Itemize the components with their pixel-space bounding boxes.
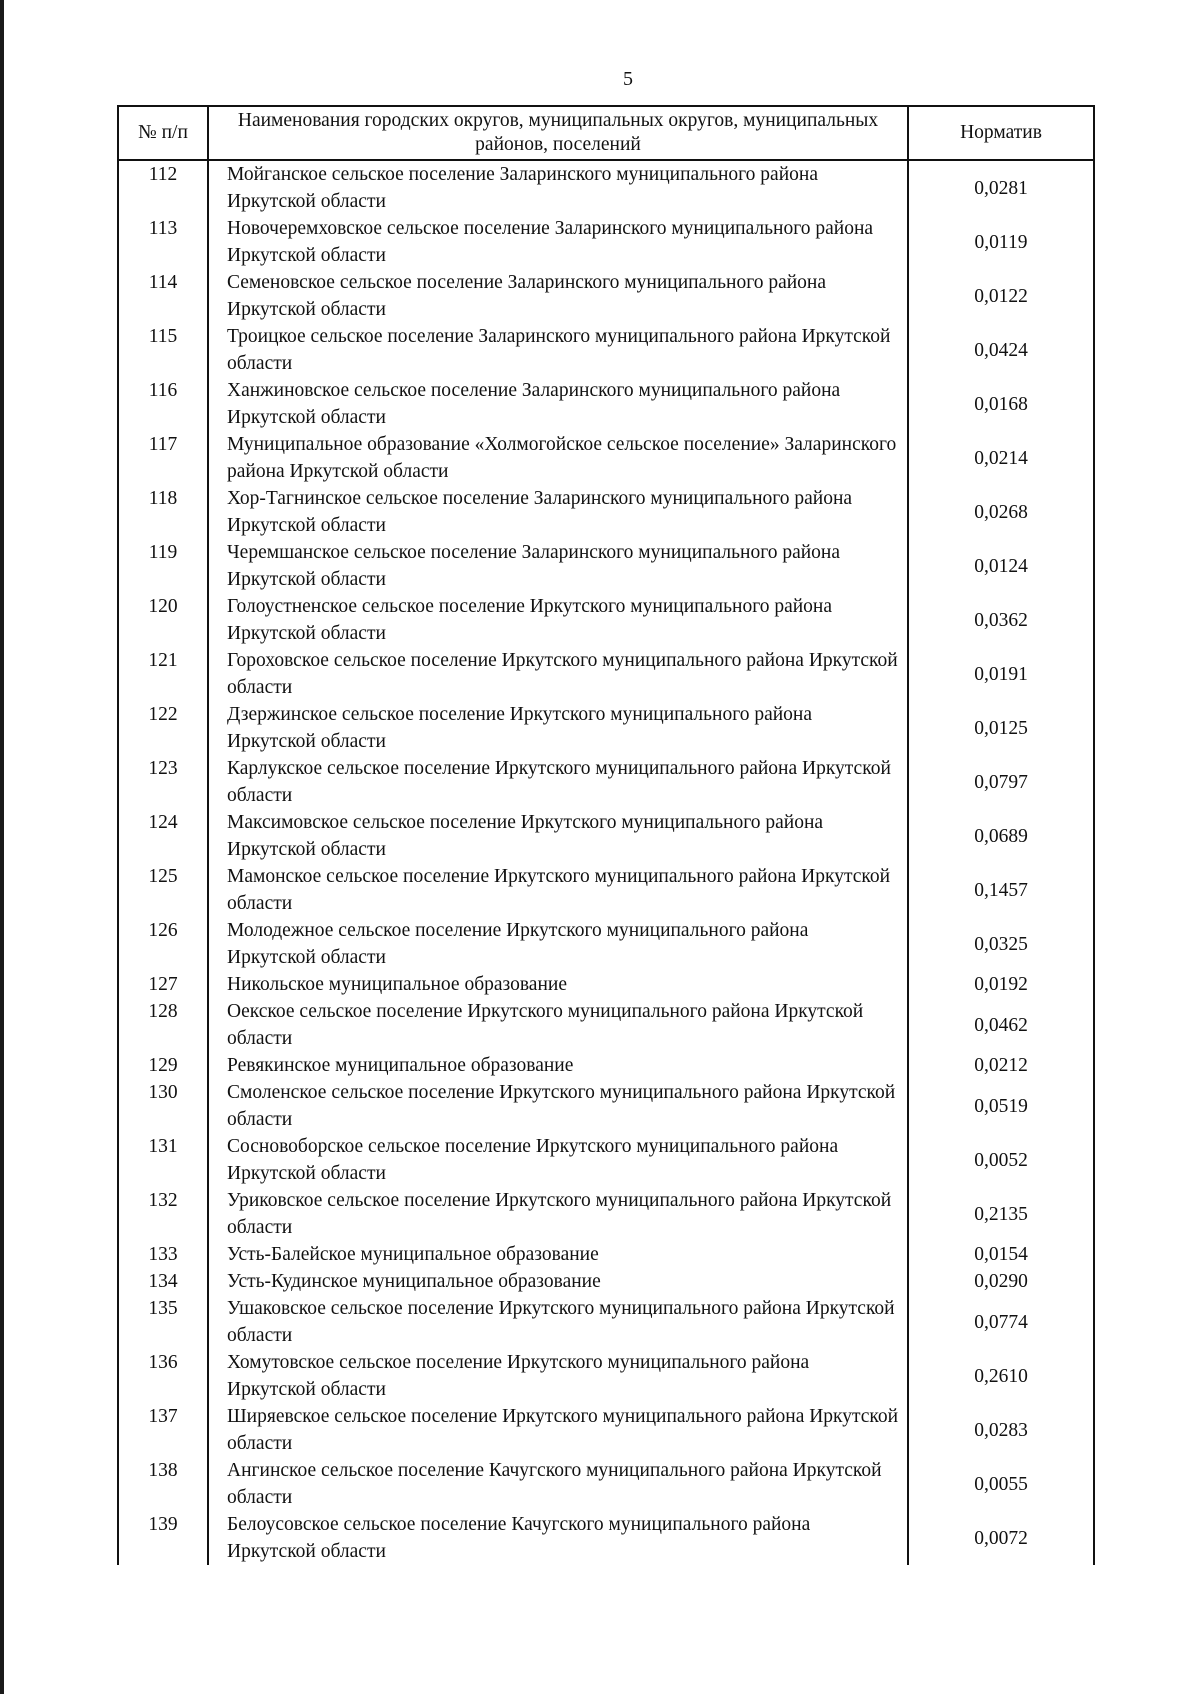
table-body xyxy=(118,160,1094,1565)
row-norm: 0,0072 xyxy=(908,1511,1094,1565)
row-number: 119 xyxy=(118,539,208,593)
table-row xyxy=(118,1511,1094,1565)
table-row xyxy=(118,485,1094,539)
table-row xyxy=(118,1349,1094,1403)
row-name: Мойганское сельское поселение Заларинского муниципального района Иркутской области xyxy=(208,160,908,215)
row-norm: 0,0124 xyxy=(908,539,1094,593)
table-row xyxy=(118,431,1094,485)
table-row xyxy=(118,998,1094,1052)
row-norm: 0,0797 xyxy=(908,755,1094,809)
row-name: Усть-Балейское муниципальное образование xyxy=(208,1241,908,1268)
row-norm: 0,0281 xyxy=(908,160,1094,215)
page-number: 5 xyxy=(623,68,633,90)
row-number: 139 xyxy=(118,1511,208,1565)
table-row xyxy=(118,593,1094,647)
row-name: Дзержинское сельское поселение Иркутского муниципального района Иркутской области xyxy=(208,701,908,755)
row-number: 137 xyxy=(118,1403,208,1457)
row-norm: 0,0191 xyxy=(908,647,1094,701)
row-name: Ревякинское муниципальное образование xyxy=(208,1052,908,1079)
header-number: № п/п xyxy=(118,106,208,160)
row-number: 138 xyxy=(118,1457,208,1511)
row-norm: 0,0119 xyxy=(908,215,1094,269)
table-row xyxy=(118,1457,1094,1511)
row-norm: 0,0325 xyxy=(908,917,1094,971)
row-number: 126 xyxy=(118,917,208,971)
table-row xyxy=(118,269,1094,323)
table-row xyxy=(118,1403,1094,1457)
table-row xyxy=(118,1268,1094,1295)
row-number: 135 xyxy=(118,1295,208,1349)
row-name: Новочеремховское сельское поселение Заларинского муниципального района Иркутской области xyxy=(208,215,908,269)
row-name: Ханжиновское сельское поселение Заларинского муниципального района Иркутской области xyxy=(208,377,908,431)
table-row xyxy=(118,323,1094,377)
row-name: Оекское сельское поселение Иркутского муниципального района Иркутской области xyxy=(208,998,908,1052)
row-name: Хомутовское сельское поселение Иркутского муниципального района Иркутской области xyxy=(208,1349,908,1403)
row-name: Ушаковское сельское поселение Иркутского муниципального района Иркутской области xyxy=(208,1295,908,1349)
row-number: 127 xyxy=(118,971,208,998)
row-number: 124 xyxy=(118,809,208,863)
row-number: 113 xyxy=(118,215,208,269)
norms-table xyxy=(117,105,1095,1565)
row-name: Черемшанское сельское поселение Заларинского муниципального района Иркутской области xyxy=(208,539,908,593)
row-number: 120 xyxy=(118,593,208,647)
row-norm: 0,0519 xyxy=(908,1079,1094,1133)
row-name: Голоустненское сельское поселение Иркутского муниципального района Иркутской области xyxy=(208,593,908,647)
row-name: Смоленское сельское поселение Иркутского муниципального района Иркутской области xyxy=(208,1079,908,1133)
row-name: Сосновоборское сельское поселение Иркутского муниципального района Иркутской области xyxy=(208,1133,908,1187)
table-row xyxy=(118,971,1094,998)
row-number: 114 xyxy=(118,269,208,323)
row-name: Максимовское сельское поселение Иркутского муниципального района Иркутской области xyxy=(208,809,908,863)
table-row xyxy=(118,1052,1094,1079)
row-name: Мамонское сельское поселение Иркутского муниципального района Иркутской области xyxy=(208,863,908,917)
row-norm: 0,0055 xyxy=(908,1457,1094,1511)
table-row xyxy=(118,647,1094,701)
row-norm: 0,0290 xyxy=(908,1268,1094,1295)
row-number: 118 xyxy=(118,485,208,539)
row-norm: 0,0283 xyxy=(908,1403,1094,1457)
row-norm: 0,0774 xyxy=(908,1295,1094,1349)
row-norm: 0,0168 xyxy=(908,377,1094,431)
row-number: 134 xyxy=(118,1268,208,1295)
table-row xyxy=(118,1241,1094,1268)
row-norm: 0,0214 xyxy=(908,431,1094,485)
row-number: 129 xyxy=(118,1052,208,1079)
row-norm: 0,2135 xyxy=(908,1187,1094,1241)
row-name: Семеновское сельское поселение Заларинского муниципального района Иркутской области xyxy=(208,269,908,323)
table-row xyxy=(118,215,1094,269)
header-name: Наименования городских округов, муниципальных округов, муниципальных районов, поселений xyxy=(208,106,908,160)
row-norm: 0,0154 xyxy=(908,1241,1094,1268)
row-norm: 0,0424 xyxy=(908,323,1094,377)
row-number: 132 xyxy=(118,1187,208,1241)
scan-edge xyxy=(0,0,4,1694)
table-row xyxy=(118,863,1094,917)
row-number: 115 xyxy=(118,323,208,377)
table-row xyxy=(118,1133,1094,1187)
row-number: 128 xyxy=(118,998,208,1052)
row-name: Гороховское сельское поселение Иркутского муниципального района Иркутской области xyxy=(208,647,908,701)
row-number: 116 xyxy=(118,377,208,431)
row-name: Никольское муниципальное образование xyxy=(208,971,908,998)
row-norm: 0,0192 xyxy=(908,971,1094,998)
row-name: Троицкое сельское поселение Заларинского муниципального района Иркутской области xyxy=(208,323,908,377)
table-row xyxy=(118,1079,1094,1133)
row-norm: 0,1457 xyxy=(908,863,1094,917)
table-row xyxy=(118,539,1094,593)
row-number: 131 xyxy=(118,1133,208,1187)
row-norm: 0,2610 xyxy=(908,1349,1094,1403)
table-row xyxy=(118,1187,1094,1241)
table-row xyxy=(118,377,1094,431)
table-row xyxy=(118,160,1094,215)
table-row xyxy=(118,1295,1094,1349)
row-norm: 0,0268 xyxy=(908,485,1094,539)
row-number: 112 xyxy=(118,160,208,215)
row-norm: 0,0689 xyxy=(908,809,1094,863)
row-norm: 0,0362 xyxy=(908,593,1094,647)
row-name: Белоусовское сельское поселение Качугского муниципального района Иркутской области xyxy=(208,1511,908,1565)
header-norm: Норматив xyxy=(908,106,1094,160)
row-name: Хор-Тагнинское сельское поселение Заларинского муниципального района Иркутской области xyxy=(208,485,908,539)
row-number: 133 xyxy=(118,1241,208,1268)
table-row xyxy=(118,809,1094,863)
row-number: 125 xyxy=(118,863,208,917)
row-number: 117 xyxy=(118,431,208,485)
row-norm: 0,0212 xyxy=(908,1052,1094,1079)
table-row xyxy=(118,917,1094,971)
row-number: 121 xyxy=(118,647,208,701)
row-name: Ангинское сельское поселение Качугского муниципального района Иркутской области xyxy=(208,1457,908,1511)
row-number: 136 xyxy=(118,1349,208,1403)
row-name: Усть-Кудинское муниципальное образование xyxy=(208,1268,908,1295)
row-name: Карлукское сельское поселение Иркутского муниципального района Иркутской области xyxy=(208,755,908,809)
table-row xyxy=(118,701,1094,755)
row-name: Молодежное сельское поселение Иркутского муниципального района Иркутской области xyxy=(208,917,908,971)
row-norm: 0,0052 xyxy=(908,1133,1094,1187)
row-norm: 0,0462 xyxy=(908,998,1094,1052)
row-name: Уриковское сельское поселение Иркутского муниципального района Иркутской области xyxy=(208,1187,908,1241)
row-name: Муниципальное образование «Холмогойское сельское поселение» Заларинского района Иркутской области xyxy=(208,431,908,485)
row-number: 123 xyxy=(118,755,208,809)
row-name: Ширяевское сельское поселение Иркутского муниципального района Иркутской области xyxy=(208,1403,908,1457)
row-number: 130 xyxy=(118,1079,208,1133)
table-row xyxy=(118,755,1094,809)
row-number: 122 xyxy=(118,701,208,755)
row-norm: 0,0122 xyxy=(908,269,1094,323)
table-header-row xyxy=(118,106,1094,160)
row-norm: 0,0125 xyxy=(908,701,1094,755)
